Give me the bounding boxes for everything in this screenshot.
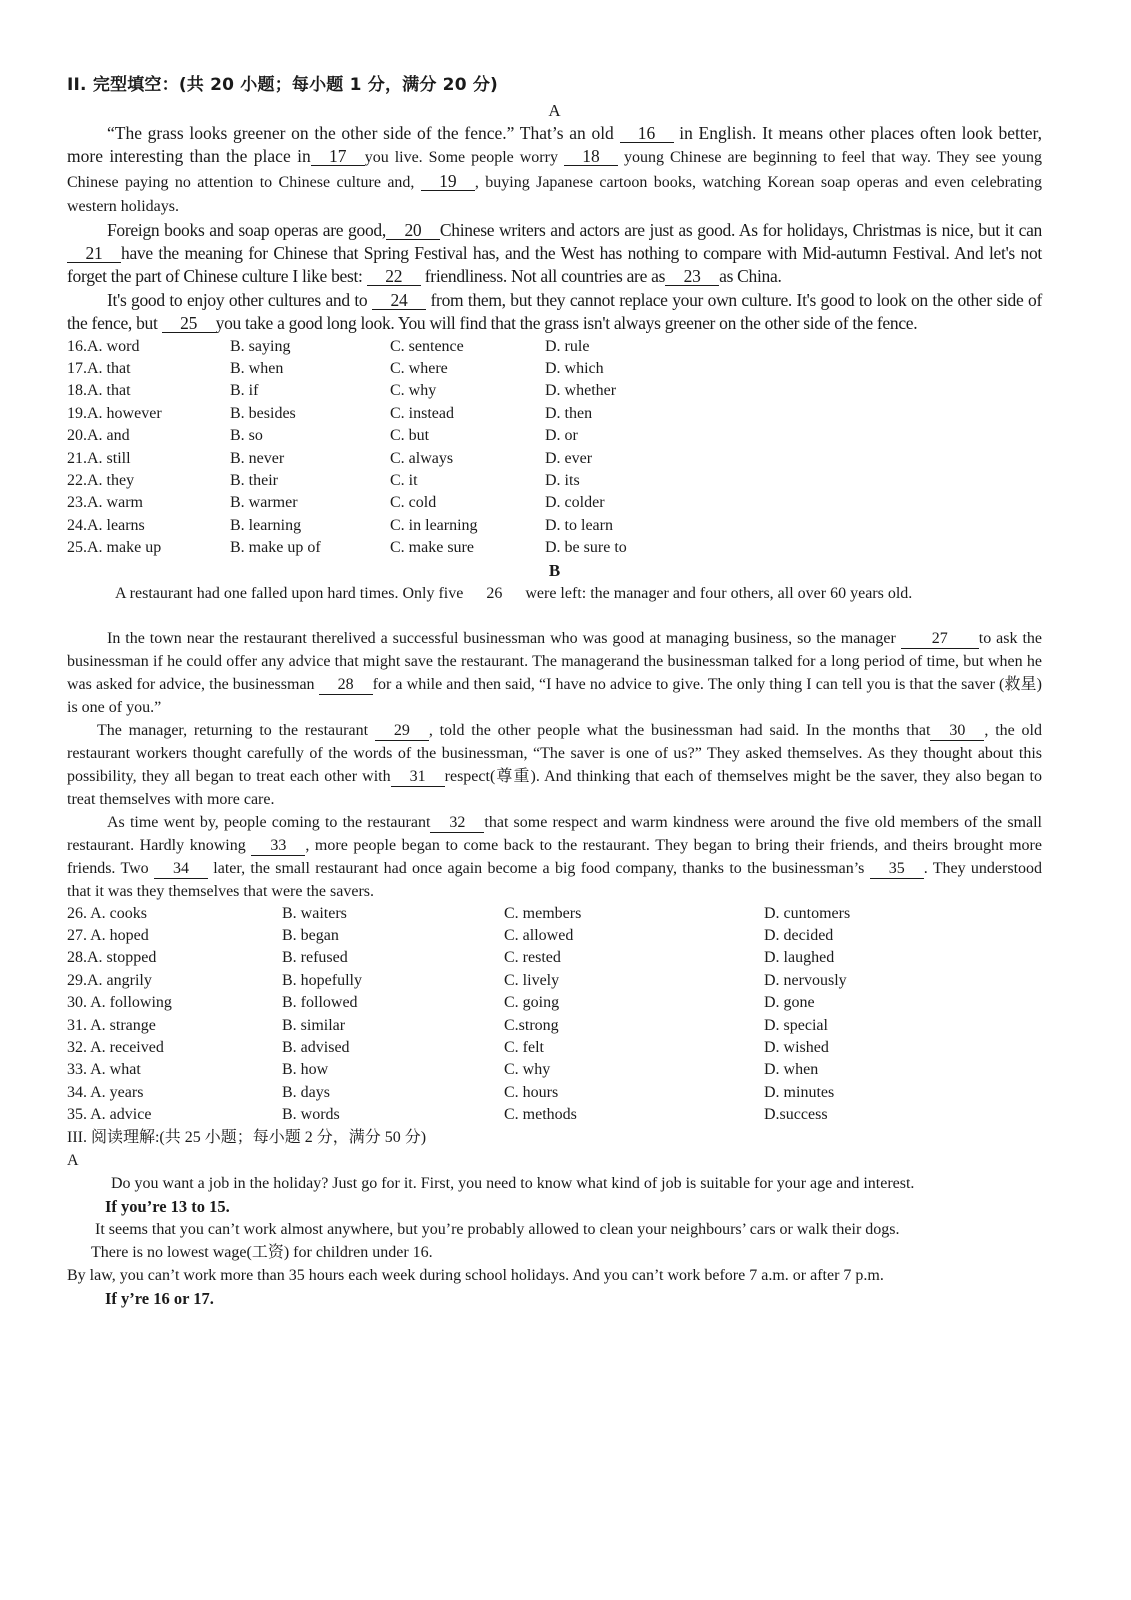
option-b: B. followed [282,994,358,1012]
cloze-b-paragraph-4 [67,811,1042,903]
option-d: D. rule [545,337,590,355]
option-c: C. but [390,427,430,445]
option-b: B. began [282,926,339,944]
option-row-28 [67,947,1042,969]
option-a: 35. A. advice [67,1106,152,1124]
option-d: D. be sure to [545,539,627,557]
option-b: B. days [282,1083,330,1101]
option-a: 33. A. what [67,1061,141,1079]
option-a: 32. A. received [67,1038,164,1056]
option-row-29 [67,970,1042,992]
cloze-b-paragraph-1 [67,582,1042,605]
option-a: 16.A. word [67,337,140,355]
option-b: B. so [230,427,263,445]
options-26-35 [67,903,1042,1127]
text: , told the other people what the businessman had said. In the months that [428,721,931,739]
option-row-32 [67,1037,1042,1059]
reading-a-heading-13-15: If you’re 13 to 15. [105,1197,230,1217]
text: in English. It means other places often look better, more interesting than the place in [67,123,1042,167]
option-a: 27. A. hoped [67,926,149,944]
option-row-33 [67,1059,1042,1081]
option-c: C. members [504,904,582,922]
passage-a-label: A [548,101,561,120]
text: As time went by, people coming to the restaurant [107,813,431,831]
option-c: C. it [390,472,418,489]
text: were left: the manager and four others, all over 60 years old. [521,584,913,602]
option-c: C. going [504,994,560,1012]
option-d: D. colder [545,494,605,512]
option-row-18 [67,380,1042,402]
option-b: B. hopefully [282,971,362,989]
text: for a while and then said, “I have no advice to give. The only thing I can tell you is that the saver (救星) is one of you.” [67,675,1042,716]
cloze-a-paragraph-1 [67,122,1042,219]
option-row-21 [67,448,1042,470]
options-16-25 [67,336,1042,560]
option-d: D.success [764,1106,828,1124]
text: Chinese writers and actors are just as good. As for holidays, Christmas is nice, but it can [439,219,1042,240]
text: , more people began to come back to the restaurant. They began to bring their friends, and theirs brought more friends. Two [67,836,1042,877]
text: In the town near the restaurant therelived a successful businessman who was good at managing business, so the manager [107,629,901,647]
option-row-22 [67,470,1042,492]
option-d: D. whether [545,382,617,400]
blank-19: 19 [421,172,475,191]
option-d: D. when [764,1061,819,1079]
text: from them, but they cannot replace your own culture. It's good to look on the other side of the fence, but [67,289,1042,334]
option-a: 28.A. stopped [67,949,157,967]
reading-a-line-2: There is no lowest wage(工资) for children under 16. [91,1244,433,1262]
option-c: C. where [390,360,448,378]
blank-30: 30 [930,722,984,741]
text: as China. [719,266,782,287]
option-d: D. minutes [764,1083,835,1101]
option-d: D. wished [764,1038,829,1056]
option-c: C. methods [504,1106,577,1124]
option-b: B. if [230,382,259,400]
option-row-25 [67,537,1042,559]
reading-a-label: A [67,1152,79,1170]
blank-23: 23 [665,267,719,286]
option-d: D. or [545,427,578,445]
option-a: 18.A. that [67,382,131,400]
cloze-b-paragraph-2 [67,627,1042,719]
option-c: C. make sure [390,539,474,557]
exam-page [67,70,1042,1310]
option-a: 25.A. make up [67,539,162,557]
reading-a-line-1: It seems that you can’t work almost anywhere, but you’re probably allowed to clean your neighbours’ cars or walk their dogs. [95,1221,900,1239]
option-a: 21.A. still [67,449,131,467]
option-a: 23.A. warm [67,494,143,512]
option-c: C. rested [504,949,561,967]
option-c: C. in learning [390,516,478,534]
option-d: D. gone [764,994,815,1012]
option-c: C. always [390,449,454,467]
cloze-a-paragraph-2 [67,219,1042,289]
option-row-27 [67,925,1042,947]
blank-31: 31 [391,768,445,787]
option-b: B. waiters [282,904,347,922]
option-row-35 [67,1104,1042,1126]
blank-26: 26 [486,584,503,602]
option-c: C.strong [504,1016,559,1034]
blank-17: 17 [311,147,365,166]
blank-32: 32 [430,814,484,833]
option-d: D. decided [764,926,834,944]
text: young Chinese are beginning to feel that way. They see young Chinese paying no attention to Chinese culture and, [67,149,1042,191]
blank-35: 35 [870,860,924,879]
option-c: C. why [504,1061,551,1079]
blank-29: 29 [375,722,429,741]
blank-28: 28 [319,676,373,695]
blank-24: 24 [372,291,426,310]
option-a: 34. A. years [67,1083,144,1101]
text: It's good to enjoy other cultures and to [107,289,372,310]
blank-20: 20 [386,221,440,240]
reading-a-intro: Do you want a job in the holiday? Just go for it. First, you need to know what kind of job is suitable for your age and interest. [111,1175,915,1193]
reading-a-line-3: By law, you can’t work more than 35 hours each week during school holidays. And you can’t work before 7 a.m. or after 7 p.m. [67,1267,884,1285]
option-a: 29.A. angrily [67,971,152,989]
option-b: B. warmer [230,494,298,512]
option-d: D. special [764,1016,828,1034]
option-a: 20.A. and [67,427,130,445]
option-c: C. instead [390,404,454,422]
option-c: C. hours [504,1083,559,1101]
option-b: B. words [282,1106,340,1124]
option-d: D. its [545,472,580,489]
option-b: B. learning [230,516,302,534]
text: that some respect and warm kindness were around the five old members of the small restaurant. Hardly knowing [67,813,1042,854]
option-d: D. laughed [764,949,835,967]
option-b: B. similar [282,1016,346,1034]
option-c: C. why [390,382,437,400]
option-c: C. allowed [504,926,574,944]
option-c: C. sentence [390,337,464,355]
text: you live. Some people worry [364,149,564,167]
blank-16: 16 [620,124,674,143]
option-d: D. then [545,404,593,422]
blank-25: 25 [162,314,216,333]
text: Foreign books and soap operas are good, [107,219,386,240]
option-a: 30. A. following [67,994,172,1012]
option-b: B. how [282,1061,329,1079]
option-b: B. when [230,360,284,378]
option-a: 24.A. learns [67,516,145,534]
blank-21: 21 [67,244,121,263]
option-b: B. make up of [230,539,321,557]
text: The manager, returning to the restaurant [97,721,375,739]
option-a: 26. A. cooks [67,904,147,922]
option-a: 19.A. however [67,404,162,422]
reading-a-heading-16-17: If y’re 16 or 17. [105,1289,214,1309]
option-row-19 [67,403,1042,425]
option-c: C. cold [390,494,437,512]
text: . They understood that it was they themselves that were the savers. [67,859,1043,900]
text: respect(尊重). And thinking that each of themselves might be the saver, they also began to treat themselves with more care. [67,767,1043,808]
option-row-30 [67,992,1042,1014]
text: later, the small restaurant had once again become a big food company, thanks to the businessman’s [207,859,870,877]
text: , the old restaurant workers thought carefully of the words of the businessman, “The saver is one of us?” They asked themselves. As they thought about this possibility, they all began to treat each other with [67,721,1042,785]
option-b: B. advised [282,1038,350,1056]
option-a: 17.A. that [67,360,131,378]
blank-18: 18 [564,147,618,166]
blank-34: 34 [154,860,208,879]
option-b: B. never [230,449,285,467]
section-2-title: II. 完型填空：(共 20 小题；每小题 1 分，满分 20 分) [67,75,499,95]
text: , buying Japanese cartoon books, watching Korean soap operas and even celebrating western holidays. [67,173,1043,216]
cloze-a-paragraph-3 [67,289,1042,336]
option-row-34 [67,1082,1042,1104]
option-d: D. nervously [764,971,847,989]
option-row-26 [67,903,1042,925]
text: A restaurant had one falled upon hard times. Only five [115,584,468,602]
text: you take a good long look. You will find that the grass isn't always greener on the other side of the fence. [215,313,918,334]
option-d: D. to learn [545,516,613,534]
option-d: D. which [545,360,604,378]
option-b: B. saying [230,337,291,355]
text: have the meaning for Chinese that Spring Festival has, and the West has nothing to compare with Mid-autumn Festival. And let's not forget the part of Chinese culture I like best: [67,243,1042,287]
option-row-23 [67,492,1042,514]
option-b: B. refused [282,949,348,967]
option-b: B. besides [230,404,296,422]
option-a: 31. A. strange [67,1016,156,1034]
text: to ask the businessman if he could offer any advice that might save the restaurant. The managerand the businessman talked for a long period of time, but when he was asked for advice, the businessman [67,629,1042,693]
option-c: C. lively [504,971,560,989]
option-a: 22.A. they [67,472,135,489]
spacer [67,605,1042,627]
option-row-16 [67,336,1042,358]
passage-b-label: B [548,560,561,580]
section-3-title: III. 阅读理解:(共 25 小题；每小题 2 分，满分 50 分) [67,1129,427,1147]
blank-22: 22 [367,267,421,286]
text: friendliness. Not all countries are as [420,266,666,287]
option-row-20 [67,425,1042,447]
text: “The grass looks greener on the other side of the fence.” That’s an old [107,123,620,143]
option-row-17 [67,358,1042,380]
option-row-24 [67,515,1042,537]
blank-27: 27 [901,630,979,649]
option-d: D. ever [545,449,593,467]
option-b: B. their [230,472,278,489]
option-d: D. cuntomers [764,904,851,922]
blank-33: 33 [251,837,305,856]
option-row-31 [67,1015,1042,1037]
option-c: C. felt [504,1038,544,1056]
cloze-b-paragraph-3 [67,719,1042,811]
